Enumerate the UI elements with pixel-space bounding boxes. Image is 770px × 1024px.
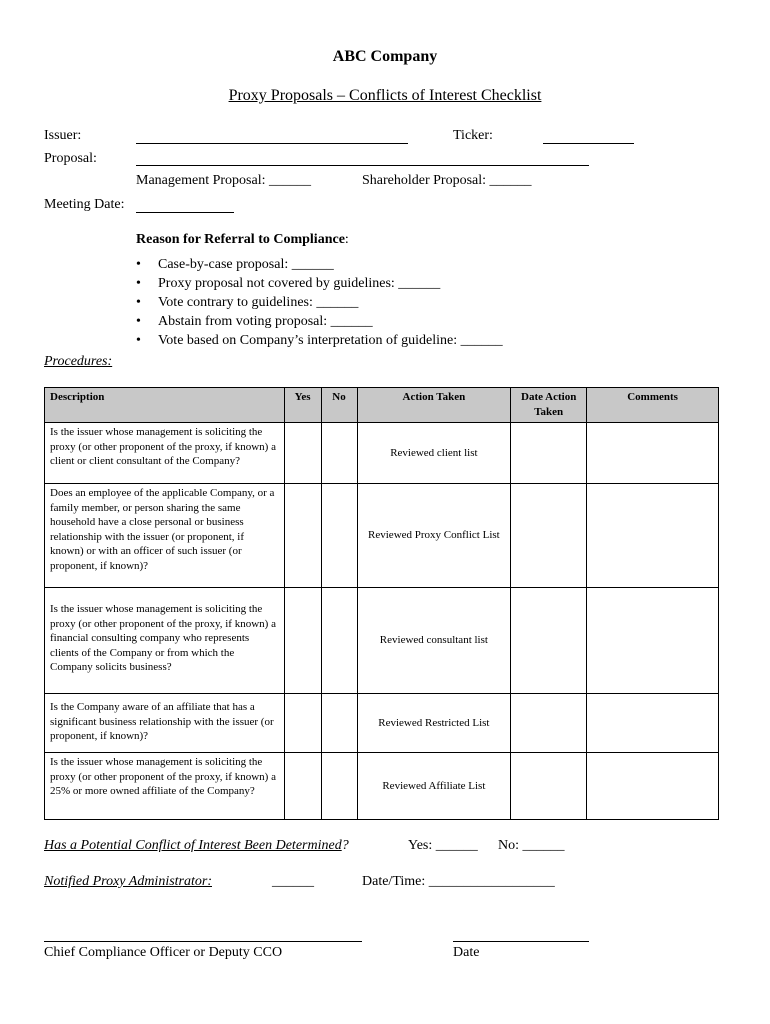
management-proposal-label: Management Proposal: ______ bbox=[136, 173, 311, 188]
action-taken: Reviewed Proxy Conflict List bbox=[357, 484, 511, 588]
comments-cell[interactable] bbox=[587, 588, 719, 694]
meeting-date-field[interactable] bbox=[136, 212, 234, 213]
no-cell[interactable] bbox=[321, 423, 357, 484]
column-header-date: Date Action Taken bbox=[511, 388, 587, 423]
ticker-label: Ticker: bbox=[453, 128, 493, 143]
table-header-row bbox=[45, 388, 719, 423]
no-cell[interactable] bbox=[321, 484, 357, 588]
row-description: Is the Company aware of an affiliate that has a significant business relationship with the issuer (or proponent, if known)? bbox=[45, 694, 285, 753]
comments-cell[interactable] bbox=[587, 423, 719, 484]
management-proposal-field[interactable]: ______ bbox=[268, 173, 311, 188]
proposal-field[interactable] bbox=[136, 165, 589, 166]
shareholder-proposal-field[interactable]: ______ bbox=[489, 173, 532, 188]
column-header-yes: Yes bbox=[284, 388, 321, 423]
yes-cell[interactable] bbox=[284, 694, 321, 753]
date-action-cell[interactable] bbox=[511, 588, 587, 694]
row-description: Is the issuer whose management is soliciting the proxy (or other proponent of the proxy, if known) a financial consulting company who represents clients of the Company or from which the Company solicits business? bbox=[45, 588, 285, 694]
reasons-list bbox=[136, 255, 503, 350]
row-description: Is the issuer whose management is soliciting the proxy (or other proponent of the proxy, if known) a client or client consultant of the Company? bbox=[45, 423, 285, 484]
cco-label: Chief Compliance Officer or Deputy CCO bbox=[44, 945, 283, 960]
table-row bbox=[45, 694, 719, 753]
issuer-label: Issuer: bbox=[44, 128, 82, 143]
reasons-heading: Reason for Referral to Compliance: bbox=[136, 232, 349, 247]
no-cell[interactable] bbox=[321, 694, 357, 753]
date-action-cell[interactable] bbox=[511, 484, 587, 588]
column-header-description: Description bbox=[45, 388, 285, 423]
action-taken: Reviewed Restricted List bbox=[357, 694, 511, 753]
reason-item[interactable]: • Case-by-case proposal: ______ bbox=[136, 255, 503, 274]
comments-cell[interactable] bbox=[587, 694, 719, 753]
procedures-table bbox=[44, 387, 719, 820]
table-row bbox=[45, 753, 719, 820]
notified-datetime-field[interactable]: Date/Time: __________________ bbox=[362, 874, 555, 889]
notified-label: Notified Proxy Administrator: bbox=[44, 874, 212, 889]
proposal-label: Proposal: bbox=[44, 151, 97, 166]
yes-cell[interactable] bbox=[284, 753, 321, 820]
yes-cell[interactable] bbox=[284, 423, 321, 484]
reason-item[interactable]: • Proxy proposal not covered by guidelines: ______ bbox=[136, 274, 503, 293]
yes-cell[interactable] bbox=[284, 588, 321, 694]
reason-item[interactable]: • Abstain from voting proposal: ______ bbox=[136, 312, 503, 331]
table-row bbox=[45, 423, 719, 484]
table-row bbox=[45, 484, 719, 588]
action-taken: Reviewed Affiliate List bbox=[357, 753, 511, 820]
procedures-label: Procedures: bbox=[44, 354, 113, 369]
column-header-no: No bbox=[321, 388, 357, 423]
date-action-cell[interactable] bbox=[511, 423, 587, 484]
date-label: Date bbox=[453, 945, 480, 960]
notified-field[interactable]: ______ bbox=[272, 874, 314, 889]
action-taken: Reviewed client list bbox=[357, 423, 511, 484]
company-name: ABC Company bbox=[332, 48, 438, 65]
conflict-no-field[interactable]: No: ______ bbox=[498, 838, 565, 853]
yes-cell[interactable] bbox=[284, 484, 321, 588]
table-row bbox=[45, 588, 719, 694]
row-description: Is the issuer whose management is soliciting the proxy (or other proponent of the proxy, if known) a 25% or more owned affiliate of the Company? bbox=[45, 753, 285, 820]
ticker-field[interactable] bbox=[543, 143, 634, 144]
column-header-action: Action Taken bbox=[357, 388, 511, 423]
date-action-cell[interactable] bbox=[511, 753, 587, 820]
date-action-cell[interactable] bbox=[511, 694, 587, 753]
no-cell[interactable] bbox=[321, 588, 357, 694]
action-taken: Reviewed consultant list bbox=[357, 588, 511, 694]
conflict-yes-field[interactable]: Yes: ______ bbox=[408, 838, 478, 853]
reason-item[interactable]: • Vote based on Company’s interpretation of guideline: ______ bbox=[136, 331, 503, 350]
issuer-field[interactable] bbox=[136, 143, 408, 144]
row-description: Does an employee of the applicable Company, or a family member, or person sharing the same household have a close personal or business relationship with the issuer (or proponent, if known) or with an officer of such issuer (or proponent, if known)? bbox=[45, 484, 285, 588]
meeting-date-label: Meeting Date: bbox=[44, 197, 125, 212]
conflict-question: Has a Potential Conflict of Interest Been Determined? bbox=[44, 838, 349, 853]
comments-cell[interactable] bbox=[587, 753, 719, 820]
shareholder-proposal-label: Shareholder Proposal: ______ bbox=[362, 173, 532, 188]
column-header-comments: Comments bbox=[587, 388, 719, 423]
no-cell[interactable] bbox=[321, 753, 357, 820]
cco-signature-line[interactable] bbox=[44, 941, 362, 942]
comments-cell[interactable] bbox=[587, 484, 719, 588]
document-title: Proxy Proposals – Conflicts of Interest Checklist bbox=[228, 87, 542, 104]
reason-item[interactable]: • Vote contrary to guidelines: ______ bbox=[136, 293, 503, 312]
date-signature-line[interactable] bbox=[453, 941, 589, 942]
